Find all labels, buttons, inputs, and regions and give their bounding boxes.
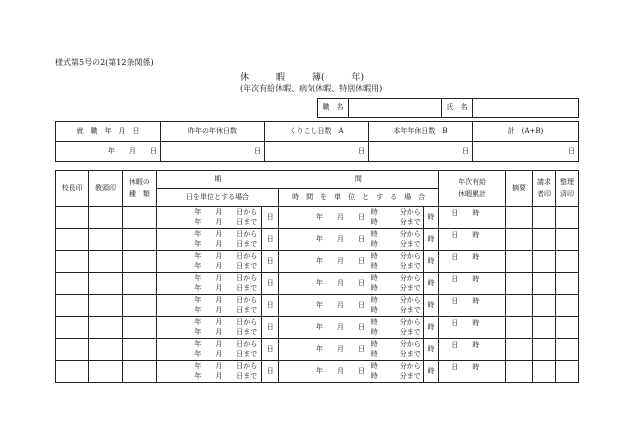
remarks-cell[interactable] — [505, 251, 532, 273]
processed-seal-cell[interactable] — [555, 295, 578, 317]
principal-seal-cell[interactable] — [56, 229, 89, 251]
remarks-cell[interactable] — [505, 273, 532, 295]
requester-seal-cell[interactable] — [533, 295, 556, 317]
requester-seal-cell[interactable] — [533, 229, 556, 251]
cumulative-cell[interactable] — [439, 361, 506, 383]
cumulative-header — [439, 171, 506, 207]
principal-seal-cell[interactable] — [56, 207, 89, 229]
hour-unit-cell: 時 — [423, 229, 439, 251]
hour-m2-text: 分まで — [399, 327, 421, 336]
hour-h2-text: 時 — [370, 327, 378, 336]
hour-unit-cell: 時 — [423, 317, 439, 339]
hire-date-header: 就 職 年 月 日 — [56, 122, 161, 142]
total-header: 計 (A+B) — [473, 122, 579, 142]
hour-date-cell[interactable]: 年 月 日 — [278, 361, 367, 383]
requester-seal-cell[interactable] — [533, 207, 556, 229]
leave-kind-header-1: 休暇の — [128, 177, 150, 186]
hour-m2-text: 分まで — [399, 217, 421, 226]
day-from-text: 年 月 日から — [194, 362, 258, 371]
leave-row — [56, 207, 579, 229]
hour-h2-text: 時 — [370, 261, 378, 270]
this-year-header: 本年年休日数 B — [369, 122, 473, 142]
hour-m2-text: 分まで — [399, 239, 421, 248]
hour-hour-cell — [367, 251, 382, 273]
hour-minute-cell[interactable] — [382, 251, 424, 273]
day-from-text: 年 月 日から — [194, 296, 258, 305]
name-table — [317, 98, 579, 118]
day-to-text: 年 月 日まで — [194, 349, 258, 358]
requester-seal-header-2: 者印 — [537, 190, 552, 198]
hour-hour-cell — [367, 339, 382, 361]
hour-m2-text: 分まで — [399, 261, 421, 270]
day-period-cell[interactable] — [157, 295, 262, 317]
leave-table — [55, 170, 579, 383]
leave-row — [56, 273, 579, 295]
day-from-text: 年 月 日から — [194, 230, 258, 239]
remarks-cell[interactable] — [505, 339, 532, 361]
hour-m2-text: 分まで — [399, 371, 421, 380]
vice-principal-seal-cell[interactable] — [89, 361, 122, 383]
hour-minute-cell[interactable] — [382, 273, 424, 295]
day-period-cell[interactable] — [157, 229, 262, 251]
leave-kind-cell[interactable] — [122, 229, 156, 251]
day-unit-cell: 日 — [262, 295, 279, 317]
remarks-cell[interactable] — [505, 229, 532, 251]
leave-row — [56, 361, 579, 383]
hour-hour-cell — [367, 361, 382, 383]
hour-m1-text: 分から — [399, 318, 421, 327]
cumulative-text: 日 時 — [451, 363, 480, 371]
day-unit-cell: 日 — [262, 317, 279, 339]
processed-seal-cell[interactable] — [555, 361, 578, 383]
leave-kind-cell[interactable] — [122, 361, 156, 383]
cumulative-cell[interactable] — [439, 339, 506, 361]
remarks-header: 摘要 — [505, 171, 532, 207]
leave-kind-header — [122, 171, 156, 207]
remarks-cell[interactable] — [505, 317, 532, 339]
day-period-cell[interactable] — [157, 339, 262, 361]
hour-m1-text: 分から — [399, 274, 421, 283]
day-period-cell[interactable] — [157, 273, 262, 295]
hour-hour-cell — [367, 273, 382, 295]
day-period-cell[interactable] — [157, 251, 262, 273]
requester-seal-cell[interactable] — [533, 273, 556, 295]
cumulative-cell[interactable] — [439, 317, 506, 339]
day-unit-cell: 日 — [262, 207, 279, 229]
this-year-value[interactable]: 日 — [369, 142, 473, 162]
hour-hour-cell — [367, 295, 382, 317]
hour-h1-text: 時 — [370, 230, 378, 239]
cumulative-text: 日 時 — [451, 275, 480, 283]
vice-principal-seal-cell[interactable] — [89, 339, 122, 361]
vice-principal-seal-cell[interactable] — [89, 317, 122, 339]
carryover-value[interactable]: 日 — [265, 142, 369, 162]
hour-h1-text: 時 — [370, 340, 378, 349]
day-period-cell[interactable] — [157, 207, 262, 229]
cumulative-cell[interactable] — [439, 229, 506, 251]
day-unit-cell: 日 — [262, 251, 279, 273]
day-to-text: 年 月 日まで — [194, 261, 258, 270]
requester-seal-cell[interactable] — [533, 339, 556, 361]
hour-unit-cell: 時 — [423, 339, 439, 361]
hour-h2-text: 時 — [370, 305, 378, 314]
hour-m1-text: 分から — [399, 296, 421, 305]
period-header-1: 期 — [157, 171, 279, 189]
hire-date-value[interactable]: 年 月 日 — [56, 142, 161, 162]
hour-date-cell[interactable]: 年 月 日 — [278, 229, 367, 251]
requester-seal-cell[interactable] — [533, 251, 556, 273]
hour-minute-cell[interactable] — [382, 339, 424, 361]
leave-kind-cell[interactable] — [122, 295, 156, 317]
principal-seal-cell[interactable] — [56, 339, 89, 361]
cumulative-header-1: 年次有給 — [458, 177, 487, 186]
job-label: 職 名 — [318, 99, 349, 118]
requester-seal-cell[interactable] — [533, 361, 556, 383]
day-to-text: 年 月 日まで — [194, 283, 258, 292]
day-to-text: 年 月 日まで — [194, 327, 258, 336]
day-to-text: 年 月 日まで — [194, 371, 258, 380]
cumulative-text: 日 時 — [451, 297, 480, 305]
vice-principal-seal-cell[interactable] — [89, 273, 122, 295]
leave-kind-header-2: 種 類 — [128, 190, 150, 198]
leave-kind-cell[interactable] — [122, 273, 156, 295]
cumulative-text: 日 時 — [451, 209, 480, 217]
hour-date-cell[interactable]: 年 月 日 — [278, 317, 367, 339]
vice-principal-seal-cell[interactable] — [89, 251, 122, 273]
hour-date-cell[interactable]: 年 月 日 — [278, 273, 367, 295]
processed-seal-header — [555, 171, 578, 207]
hour-minute-cell[interactable] — [382, 361, 424, 383]
hour-minute-cell[interactable] — [382, 317, 424, 339]
leave-kind-cell[interactable] — [122, 251, 156, 273]
hour-m2-text: 分まで — [399, 283, 421, 292]
processed-seal-cell[interactable] — [555, 339, 578, 361]
hour-h2-text: 時 — [370, 217, 378, 226]
cumulative-header-2: 休暇累計 — [458, 190, 487, 198]
remarks-cell[interactable] — [505, 207, 532, 229]
leave-kind-cell[interactable] — [122, 339, 156, 361]
processed-seal-cell[interactable] — [555, 207, 578, 229]
processed-seal-header-2: 済印 — [559, 190, 574, 198]
day-from-text: 年 月 日から — [194, 274, 258, 283]
hour-m2-text: 分まで — [399, 349, 421, 358]
hour-date-cell[interactable]: 年 月 日 — [278, 295, 367, 317]
hour-minute-cell[interactable] — [382, 229, 424, 251]
hour-date-cell[interactable]: 年 月 日 — [278, 339, 367, 361]
processed-seal-cell[interactable] — [555, 273, 578, 295]
leave-row — [56, 251, 579, 273]
hour-minute-cell[interactable] — [382, 207, 424, 229]
period-header-2: 間 — [278, 171, 438, 189]
day-from-text: 年 月 日から — [194, 340, 258, 349]
hour-date-cell[interactable]: 年 月 日 — [278, 251, 367, 273]
day-from-text: 年 月 日から — [194, 318, 258, 327]
processed-seal-cell[interactable] — [555, 229, 578, 251]
summary-table — [55, 121, 579, 162]
day-to-text: 年 月 日まで — [194, 305, 258, 314]
day-to-text: 年 月 日まで — [194, 239, 258, 248]
hour-unit-cell: 時 — [423, 251, 439, 273]
day-period-cell[interactable] — [157, 361, 262, 383]
cumulative-text: 日 時 — [451, 231, 480, 239]
cumulative-text: 日 時 — [451, 341, 480, 349]
remarks-cell[interactable] — [505, 295, 532, 317]
requester-seal-header-1: 請求 — [537, 177, 552, 186]
hour-h1-text: 時 — [370, 362, 378, 371]
carryover-header: くりこし日数 A — [265, 122, 369, 142]
page-title: 休 暇 簿( 年) — [240, 73, 365, 83]
hour-minute-cell[interactable] — [382, 295, 424, 317]
leave-row — [56, 229, 579, 251]
vice-principal-seal-cell[interactable] — [89, 295, 122, 317]
hour-m1-text: 分から — [399, 230, 421, 239]
day-from-text: 年 月 日から — [194, 208, 258, 217]
day-unit-cell: 日 — [262, 229, 279, 251]
leave-row — [56, 295, 579, 317]
principal-seal-cell[interactable] — [56, 251, 89, 273]
cumulative-cell[interactable] — [439, 251, 506, 273]
cumulative-text: 日 時 — [451, 253, 480, 261]
principal-seal-cell[interactable] — [56, 317, 89, 339]
last-year-header: 昨年の年休日数 — [161, 122, 265, 142]
requester-seal-cell[interactable] — [533, 317, 556, 339]
day-unit-cell: 日 — [262, 339, 279, 361]
processed-seal-cell[interactable] — [555, 251, 578, 273]
hour-unit-cell: 時 — [423, 295, 439, 317]
hour-hour-cell — [367, 317, 382, 339]
name-field[interactable] — [473, 99, 579, 118]
vice-principal-seal-cell[interactable] — [89, 229, 122, 251]
last-year-value[interactable]: 日 — [161, 142, 265, 162]
cumulative-cell[interactable] — [439, 207, 506, 229]
job-field[interactable] — [349, 99, 442, 118]
hour-h1-text: 時 — [370, 274, 378, 283]
day-unit-cell: 日 — [262, 361, 279, 383]
name-label: 氏 名 — [442, 99, 473, 118]
hour-hour-cell — [367, 229, 382, 251]
remarks-cell[interactable] — [505, 361, 532, 383]
hour-unit-cell: 時 — [423, 273, 439, 295]
leave-row — [56, 339, 579, 361]
hour-date-cell[interactable]: 年 月 日 — [278, 207, 367, 229]
hour-m1-text: 分から — [399, 340, 421, 349]
hour-h1-text: 時 — [370, 318, 378, 327]
hour-h2-text: 時 — [370, 283, 378, 292]
cumulative-text: 日 時 — [451, 319, 480, 327]
hour-hour-cell — [367, 207, 382, 229]
cumulative-cell[interactable] — [439, 295, 506, 317]
day-unit-header: 日を単位とする場合 — [157, 189, 279, 207]
leave-kind-cell[interactable] — [122, 317, 156, 339]
hour-h2-text: 時 — [370, 349, 378, 358]
hour-h1-text: 時 — [370, 296, 378, 305]
requester-seal-header — [533, 171, 556, 207]
hour-h2-text: 時 — [370, 239, 378, 248]
hour-m1-text: 分から — [399, 362, 421, 371]
processed-seal-cell[interactable] — [555, 317, 578, 339]
processed-seal-header-1: 整理 — [559, 177, 574, 186]
hour-unit-cell: 時 — [423, 361, 439, 383]
principal-seal-cell[interactable] — [56, 273, 89, 295]
hour-m1-text: 分から — [399, 208, 421, 217]
hour-h1-text: 時 — [370, 252, 378, 261]
day-to-text: 年 月 日まで — [194, 217, 258, 226]
hour-m2-text: 分まで — [399, 305, 421, 314]
total-value[interactable]: 日 — [473, 142, 579, 162]
day-from-text: 年 月 日から — [194, 252, 258, 261]
hour-h1-text: 時 — [370, 208, 378, 217]
day-period-cell[interactable] — [157, 317, 262, 339]
hour-m1-text: 分から — [399, 252, 421, 261]
hour-h2-text: 時 — [370, 371, 378, 380]
principal-seal-header: 校長印 — [56, 171, 89, 207]
vice-principal-seal-cell[interactable] — [89, 207, 122, 229]
hour-unit-cell: 時 — [423, 207, 439, 229]
cumulative-cell[interactable] — [439, 273, 506, 295]
day-unit-cell: 日 — [262, 273, 279, 295]
leave-kind-cell[interactable] — [122, 207, 156, 229]
principal-seal-cell[interactable] — [56, 295, 89, 317]
hour-unit-header: 時 間 を 単 位 と す る 場 合 — [278, 189, 438, 207]
leave-row — [56, 317, 579, 339]
vice-principal-seal-header: 教頭印 — [89, 171, 122, 207]
form-number: 様式第5号の2(第12条関係) — [55, 58, 154, 67]
page-subtitle: (年次有給休暇、病気休暇、特別休暇用) — [240, 84, 383, 93]
principal-seal-cell[interactable] — [56, 361, 89, 383]
